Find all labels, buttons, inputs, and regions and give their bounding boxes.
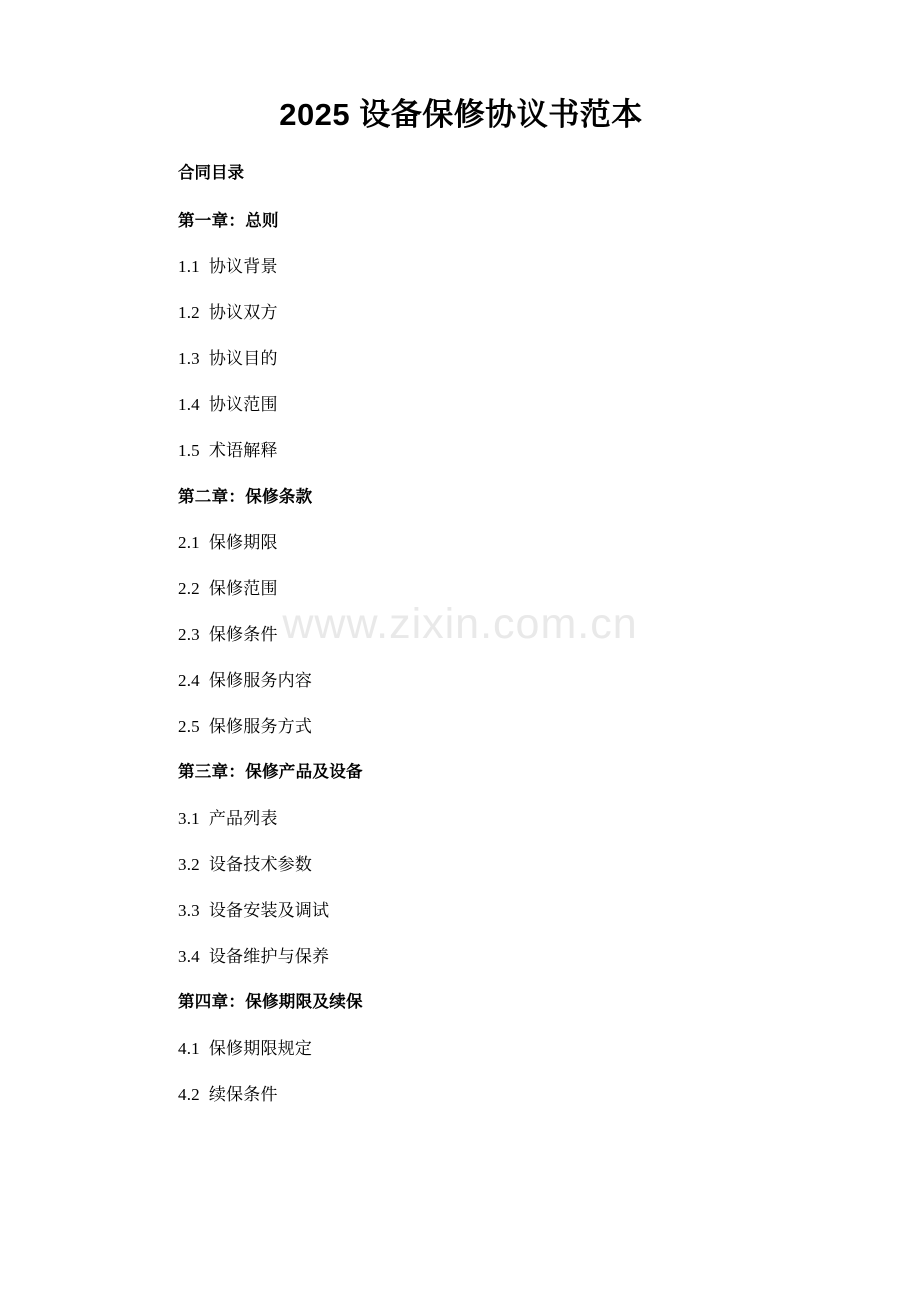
toc-entry-label: 设备维护与保养 <box>208 947 330 967</box>
toc-entry-label: 设备安装及调试 <box>208 901 330 921</box>
toc-entry <box>178 808 744 830</box>
page-title: 2025 设备保修协议书范本 <box>279 97 643 132</box>
toc-entry-label: 保修条件 <box>208 625 278 645</box>
toc-entry <box>178 302 744 324</box>
toc-entry-number: 1.3 <box>178 349 200 369</box>
toc-entry-label: 产品列表 <box>208 808 278 828</box>
toc-entry-label: 保修期限规定 <box>208 1038 313 1058</box>
toc-entry <box>178 900 744 922</box>
toc-entry-number: 2.3 <box>178 625 200 645</box>
toc-entry <box>178 1038 744 1060</box>
toc-entry-number: 3.4 <box>178 947 200 967</box>
toc-entry-number: 2.2 <box>178 579 200 599</box>
toc-entry <box>178 1084 744 1106</box>
toc-entry <box>178 624 744 646</box>
toc-entry-label: 协议双方 <box>208 303 278 323</box>
toc-entry-number: 2.4 <box>178 671 200 691</box>
toc-entry-label: 术语解释 <box>208 441 278 461</box>
toc-entry <box>178 532 744 554</box>
toc-entry <box>178 256 744 278</box>
toc-entry-number: 1.5 <box>178 441 200 461</box>
toc-entry-number: 2.1 <box>178 532 200 552</box>
toc-entry-label: 保修范围 <box>208 579 278 599</box>
toc-entry-label: 续保条件 <box>208 1084 278 1104</box>
toc-entry-label: 保修期限 <box>208 532 278 552</box>
toc-entry-label: 设备技术参数 <box>208 854 313 874</box>
toc-entry-number: 1.4 <box>178 395 200 415</box>
toc-entry <box>178 440 744 462</box>
toc-entry-label: 协议背景 <box>208 257 278 277</box>
chapter-heading: 第三章：保修产品及设备 <box>178 763 363 782</box>
toc-entry-number: 3.3 <box>178 901 200 921</box>
toc-entry-label: 协议目的 <box>208 349 278 369</box>
chapter-heading: 第四章：保修期限及续保 <box>178 993 363 1012</box>
toc-entry <box>178 578 744 600</box>
toc-entry <box>178 670 744 692</box>
toc-entry-number: 1.1 <box>178 257 200 277</box>
toc-entry-number: 3.2 <box>178 854 200 874</box>
toc-entry-number: 4.2 <box>178 1084 200 1104</box>
toc-entry-label: 保修服务方式 <box>208 717 313 737</box>
watermark-text: www.zixin.com.cn <box>282 600 638 648</box>
toc-entry-number: 1.2 <box>178 303 200 323</box>
toc-entry-number: 3.1 <box>178 808 200 828</box>
toc-entry <box>178 348 744 370</box>
toc-entry-number: 2.5 <box>178 717 200 737</box>
document-body <box>178 96 744 1130</box>
toc-entry <box>178 716 744 738</box>
toc-entry <box>178 854 744 876</box>
toc-heading: 合同目录 <box>178 164 244 183</box>
toc-entry-number: 4.1 <box>178 1038 200 1058</box>
toc-entry <box>178 946 744 968</box>
toc-entry-label: 协议范围 <box>208 395 278 415</box>
chapter-heading: 第二章：保修条款 <box>178 487 313 506</box>
chapter-heading: 第一章：总则 <box>178 211 279 230</box>
toc-entry <box>178 394 744 416</box>
toc-entry-label: 保修服务内容 <box>208 671 313 691</box>
